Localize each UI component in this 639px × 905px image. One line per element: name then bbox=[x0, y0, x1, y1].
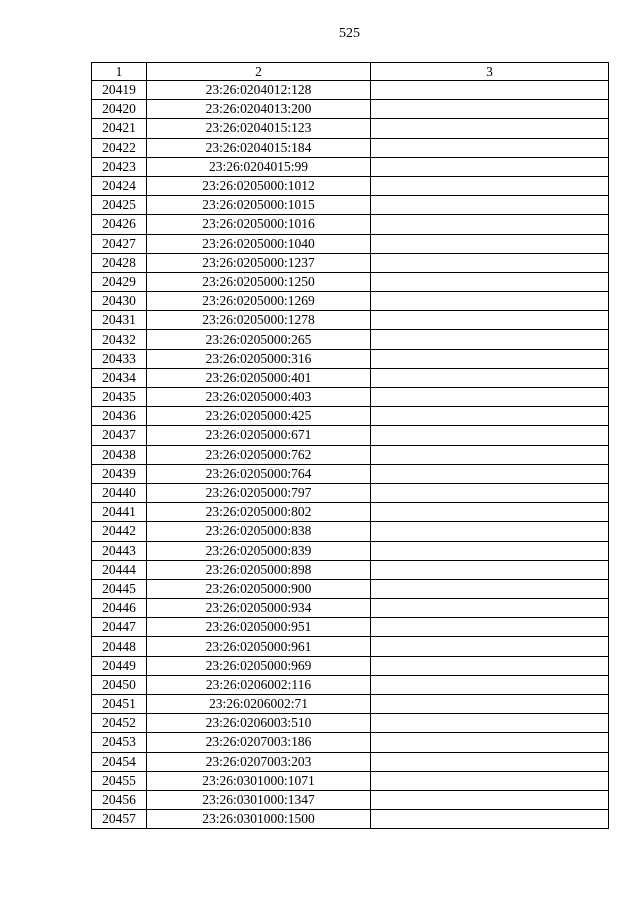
notes-cell bbox=[371, 771, 609, 790]
row-number-cell: 20446 bbox=[92, 599, 147, 618]
table-row bbox=[92, 810, 609, 829]
cadastral-number-cell: 23:26:0205000:838 bbox=[147, 522, 371, 541]
table-row bbox=[92, 714, 609, 733]
row-number-cell: 20440 bbox=[92, 483, 147, 502]
row-number-cell: 20424 bbox=[92, 176, 147, 195]
notes-cell bbox=[371, 176, 609, 195]
row-number-cell: 20447 bbox=[92, 618, 147, 637]
row-number-cell: 20426 bbox=[92, 215, 147, 234]
cadastral-number-cell: 23:26:0301000:1347 bbox=[147, 790, 371, 809]
table-row bbox=[92, 234, 609, 253]
cadastral-number-cell: 23:26:0206002:116 bbox=[147, 675, 371, 694]
row-number-cell: 20448 bbox=[92, 637, 147, 656]
cadastral-number-cell: 23:26:0205000:900 bbox=[147, 579, 371, 598]
table-row bbox=[92, 656, 609, 675]
cadastral-number-cell: 23:26:0205000:1278 bbox=[147, 311, 371, 330]
table-row bbox=[92, 579, 609, 598]
notes-cell bbox=[371, 464, 609, 483]
notes-cell bbox=[371, 790, 609, 809]
cadastral-number-cell: 23:26:0205000:961 bbox=[147, 637, 371, 656]
table-row bbox=[92, 272, 609, 291]
row-number-cell: 20456 bbox=[92, 790, 147, 809]
notes-cell bbox=[371, 656, 609, 675]
cadastral-number-cell: 23:26:0205000:1015 bbox=[147, 196, 371, 215]
row-number-cell: 20433 bbox=[92, 349, 147, 368]
row-number-cell: 20422 bbox=[92, 138, 147, 157]
row-number-cell: 20443 bbox=[92, 541, 147, 560]
row-number-cell: 20439 bbox=[92, 464, 147, 483]
notes-cell bbox=[371, 119, 609, 138]
notes-cell bbox=[371, 215, 609, 234]
row-number-cell: 20449 bbox=[92, 656, 147, 675]
cadastral-number-cell: 23:26:0205000:969 bbox=[147, 656, 371, 675]
column-header-3: 3 bbox=[371, 63, 609, 81]
notes-cell bbox=[371, 407, 609, 426]
table-row bbox=[92, 81, 609, 100]
row-number-cell: 20454 bbox=[92, 752, 147, 771]
cadastral-number-cell: 23:26:0205000:839 bbox=[147, 541, 371, 560]
row-number-cell: 20450 bbox=[92, 675, 147, 694]
table-row bbox=[92, 138, 609, 157]
table-row bbox=[92, 407, 609, 426]
cadastral-number-cell: 23:26:0205000:951 bbox=[147, 618, 371, 637]
row-number-cell: 20436 bbox=[92, 407, 147, 426]
notes-cell bbox=[371, 292, 609, 311]
table-row bbox=[92, 349, 609, 368]
row-number-cell: 20427 bbox=[92, 234, 147, 253]
table-row bbox=[92, 368, 609, 387]
row-number-cell: 20445 bbox=[92, 579, 147, 598]
notes-cell bbox=[371, 599, 609, 618]
cadastral-number-cell: 23:26:0301000:1500 bbox=[147, 810, 371, 829]
notes-cell bbox=[371, 752, 609, 771]
table-row bbox=[92, 464, 609, 483]
row-number-cell: 20438 bbox=[92, 445, 147, 464]
table-row bbox=[92, 637, 609, 656]
notes-cell bbox=[371, 253, 609, 272]
row-number-cell: 20437 bbox=[92, 426, 147, 445]
table-row bbox=[92, 100, 609, 119]
notes-cell bbox=[371, 196, 609, 215]
row-number-cell: 20453 bbox=[92, 733, 147, 752]
cadastral-number-cell: 23:26:0205000:764 bbox=[147, 464, 371, 483]
registry-table bbox=[91, 62, 609, 829]
cadastral-number-cell: 23:26:0205000:1250 bbox=[147, 272, 371, 291]
notes-cell bbox=[371, 618, 609, 637]
row-number-cell: 20451 bbox=[92, 695, 147, 714]
table-row bbox=[92, 771, 609, 790]
cadastral-number-cell: 23:26:0205000:401 bbox=[147, 368, 371, 387]
notes-cell bbox=[371, 541, 609, 560]
row-number-cell: 20444 bbox=[92, 560, 147, 579]
table-body bbox=[92, 81, 609, 829]
cadastral-number-cell: 23:26:0205000:671 bbox=[147, 426, 371, 445]
cadastral-number-cell: 23:26:0205000:1237 bbox=[147, 253, 371, 272]
table-row bbox=[92, 675, 609, 694]
table-row bbox=[92, 445, 609, 464]
row-number-cell: 20431 bbox=[92, 311, 147, 330]
row-number-cell: 20452 bbox=[92, 714, 147, 733]
cadastral-number-cell: 23:26:0204015:99 bbox=[147, 157, 371, 176]
table-row bbox=[92, 196, 609, 215]
notes-cell bbox=[371, 637, 609, 656]
row-number-cell: 20434 bbox=[92, 368, 147, 387]
cadastral-number-cell: 23:26:0301000:1071 bbox=[147, 771, 371, 790]
cadastral-number-cell: 23:26:0205000:1269 bbox=[147, 292, 371, 311]
table-row bbox=[92, 311, 609, 330]
cadastral-number-cell: 23:26:0205000:934 bbox=[147, 599, 371, 618]
cadastral-number-cell: 23:26:0207003:203 bbox=[147, 752, 371, 771]
notes-cell bbox=[371, 579, 609, 598]
table-row bbox=[92, 483, 609, 502]
cadastral-number-cell: 23:26:0205000:802 bbox=[147, 503, 371, 522]
cadastral-number-cell: 23:26:0207003:186 bbox=[147, 733, 371, 752]
notes-cell bbox=[371, 483, 609, 502]
notes-cell bbox=[371, 272, 609, 291]
cadastral-number-cell: 23:26:0204012:128 bbox=[147, 81, 371, 100]
table-row bbox=[92, 790, 609, 809]
cadastral-number-cell: 23:26:0205000:1040 bbox=[147, 234, 371, 253]
cadastral-number-cell: 23:26:0205000:316 bbox=[147, 349, 371, 368]
cadastral-number-cell: 23:26:0204015:184 bbox=[147, 138, 371, 157]
row-number-cell: 20432 bbox=[92, 330, 147, 349]
notes-cell bbox=[371, 100, 609, 119]
table-row bbox=[92, 388, 609, 407]
notes-cell bbox=[371, 695, 609, 714]
notes-cell bbox=[371, 234, 609, 253]
notes-cell bbox=[371, 388, 609, 407]
table-row bbox=[92, 618, 609, 637]
row-number-cell: 20455 bbox=[92, 771, 147, 790]
notes-cell bbox=[371, 733, 609, 752]
table-row bbox=[92, 119, 609, 138]
cadastral-number-cell: 23:26:0205000:762 bbox=[147, 445, 371, 464]
row-number-cell: 20425 bbox=[92, 196, 147, 215]
notes-cell bbox=[371, 138, 609, 157]
table-row bbox=[92, 599, 609, 618]
table-row bbox=[92, 541, 609, 560]
cadastral-number-cell: 23:26:0205000:403 bbox=[147, 388, 371, 407]
cadastral-number-cell: 23:26:0204015:123 bbox=[147, 119, 371, 138]
notes-cell bbox=[371, 330, 609, 349]
table-row bbox=[92, 215, 609, 234]
notes-cell bbox=[371, 810, 609, 829]
table-row bbox=[92, 733, 609, 752]
cadastral-number-cell: 23:26:0204013:200 bbox=[147, 100, 371, 119]
notes-cell bbox=[371, 426, 609, 445]
cadastral-number-cell: 23:26:0205000:265 bbox=[147, 330, 371, 349]
table-row bbox=[92, 176, 609, 195]
table-row bbox=[92, 503, 609, 522]
cadastral-number-cell: 23:26:0205000:898 bbox=[147, 560, 371, 579]
row-number-cell: 20428 bbox=[92, 253, 147, 272]
cadastral-number-cell: 23:26:0205000:1016 bbox=[147, 215, 371, 234]
cadastral-number-cell: 23:26:0205000:1012 bbox=[147, 176, 371, 195]
notes-cell bbox=[371, 522, 609, 541]
notes-cell bbox=[371, 157, 609, 176]
table-row bbox=[92, 522, 609, 541]
row-number-cell: 20442 bbox=[92, 522, 147, 541]
notes-cell bbox=[371, 503, 609, 522]
row-number-cell: 20441 bbox=[92, 503, 147, 522]
table-row bbox=[92, 157, 609, 176]
table-row bbox=[92, 330, 609, 349]
row-number-cell: 20430 bbox=[92, 292, 147, 311]
table-row bbox=[92, 752, 609, 771]
cadastral-number-cell: 23:26:0205000:797 bbox=[147, 483, 371, 502]
row-number-cell: 20457 bbox=[92, 810, 147, 829]
notes-cell bbox=[371, 675, 609, 694]
notes-cell bbox=[371, 311, 609, 330]
table-header-row bbox=[92, 63, 609, 81]
column-header-2: 2 bbox=[147, 63, 371, 81]
notes-cell bbox=[371, 368, 609, 387]
cadastral-number-cell: 23:26:0206003:510 bbox=[147, 714, 371, 733]
notes-cell bbox=[371, 445, 609, 464]
page-number: 525 bbox=[339, 26, 360, 41]
row-number-cell: 20421 bbox=[92, 119, 147, 138]
table-row bbox=[92, 292, 609, 311]
table-row bbox=[92, 695, 609, 714]
row-number-cell: 20419 bbox=[92, 81, 147, 100]
row-number-cell: 20429 bbox=[92, 272, 147, 291]
notes-cell bbox=[371, 349, 609, 368]
row-number-cell: 20435 bbox=[92, 388, 147, 407]
column-header-1: 1 bbox=[92, 63, 147, 81]
table-row bbox=[92, 560, 609, 579]
table-row bbox=[92, 253, 609, 272]
notes-cell bbox=[371, 560, 609, 579]
row-number-cell: 20420 bbox=[92, 100, 147, 119]
table-row bbox=[92, 426, 609, 445]
notes-cell bbox=[371, 714, 609, 733]
row-number-cell: 20423 bbox=[92, 157, 147, 176]
cadastral-number-cell: 23:26:0206002:71 bbox=[147, 695, 371, 714]
notes-cell bbox=[371, 81, 609, 100]
cadastral-number-cell: 23:26:0205000:425 bbox=[147, 407, 371, 426]
